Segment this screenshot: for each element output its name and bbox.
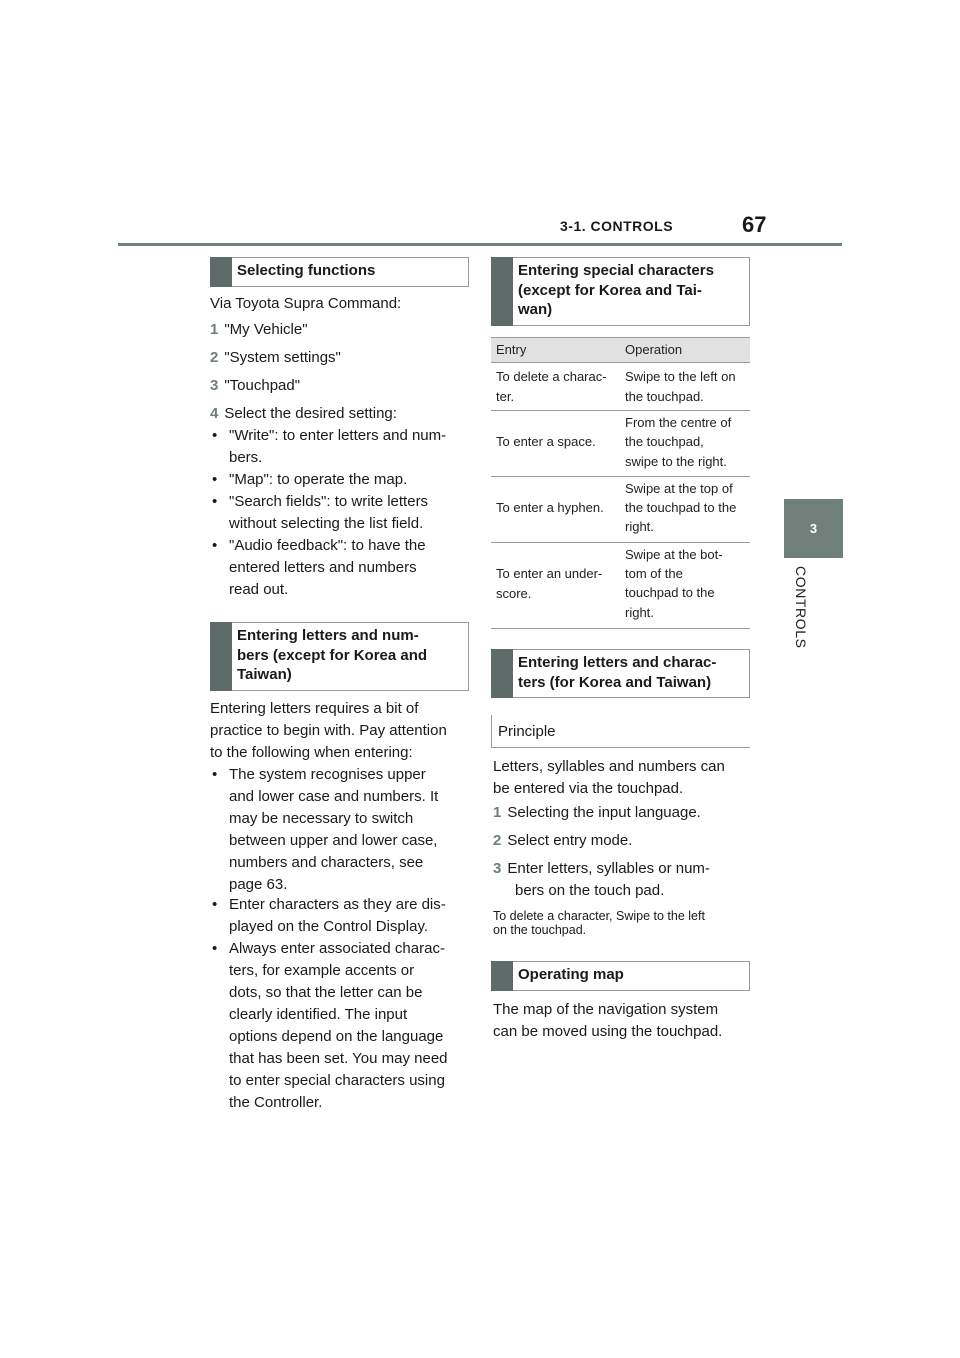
table-header-operation: Operation <box>625 342 683 357</box>
tip-1-l4: between upper and lower case, <box>229 832 438 849</box>
table-cell: ter. <box>496 389 515 404</box>
heading-operating-map <box>491 961 750 991</box>
note-line: To delete a character, Swipe to the left <box>493 909 705 923</box>
step-text: Enter letters, syllables or num- <box>507 860 710 877</box>
step-3 <box>493 858 710 880</box>
table-row-divider <box>491 542 750 543</box>
step-text: Select entry mode. <box>507 832 633 849</box>
tip-3-l2: ters, for example accents or <box>229 962 415 979</box>
tip-1-l2: and lower case and numbers. It <box>229 788 439 805</box>
heading-text: Selecting functions <box>237 262 376 279</box>
setting-search-l1: "Search fields": to write letters <box>229 493 429 510</box>
step-number: 2 <box>210 349 219 366</box>
tip-1-l3: may be necessary to switch <box>229 810 414 827</box>
table-cell: swipe to the right. <box>625 454 727 469</box>
table-bottom-rule <box>491 628 750 629</box>
chapter-tab: 3 <box>784 499 843 558</box>
table-cell: the touchpad to the <box>625 500 737 515</box>
bullet-dot: • <box>212 537 218 554</box>
header-rule <box>118 243 842 246</box>
setting-map: "Map": to operate the map. <box>229 471 408 488</box>
step-text: "My Vehicle" <box>224 321 308 338</box>
tip-3-l4: clearly identified. The input <box>229 1006 408 1023</box>
principle-label: Principle <box>498 723 556 740</box>
tip-2-l2: played on the Control Display. <box>229 918 428 935</box>
tip-2-l1: Enter characters as they are dis- <box>229 896 446 913</box>
para-line: can be moved using the touchpad. <box>493 1023 723 1040</box>
heading-bar <box>491 649 513 698</box>
bullet-dot: • <box>212 427 218 444</box>
table-cell: tom of the <box>625 566 683 581</box>
heading-line: ters (for Korea and Taiwan) <box>518 673 712 691</box>
heading-bar <box>210 257 232 287</box>
heading-entering-letters <box>210 622 469 691</box>
step-number: 3 <box>210 377 219 394</box>
table-header-entry: Entry <box>496 342 527 357</box>
table-cell: From the centre of <box>625 415 732 430</box>
table-row-divider <box>491 476 750 477</box>
tip-3-l3: dots, so that the letter can be <box>229 984 423 1001</box>
heading-text <box>518 261 743 320</box>
intro-text: Via Toyota Supra Command: <box>210 295 402 312</box>
heading-line: wan) <box>518 301 553 318</box>
table-cell: Swipe at the top of <box>625 481 733 496</box>
tip-1-l1: The system recognises upper <box>229 766 426 783</box>
setting-write-l2: bers. <box>229 449 263 466</box>
step-1 <box>493 802 701 824</box>
table-cell: To enter a space. <box>496 434 596 449</box>
setting-search-l2: without selecting the list field. <box>229 515 424 532</box>
step-1 <box>210 319 308 341</box>
step-number: 3 <box>493 860 502 877</box>
heading-line: Taiwan) <box>237 666 292 683</box>
principle-rule <box>491 747 750 748</box>
step-text: Select the desired setting: <box>224 405 397 422</box>
heading-selecting-functions <box>210 257 469 287</box>
table-cell: the touchpad, <box>625 434 704 449</box>
principle-rule-vertical <box>491 715 492 748</box>
note-line: on the touchpad. <box>493 923 587 937</box>
tip-3-l7: to enter special characters using <box>229 1072 445 1089</box>
heading-line: Entering letters and num- <box>237 627 419 644</box>
step-number: 1 <box>493 804 502 821</box>
heading-bar <box>491 961 513 991</box>
tip-3-l8: the Controller. <box>229 1094 323 1111</box>
setting-audio-l1: "Audio feedback": to have the <box>229 537 426 554</box>
heading-line: (except for Korea and Tai- <box>518 281 702 299</box>
table-cell: To enter an under- <box>496 566 603 581</box>
step-text: "Touchpad" <box>224 377 301 394</box>
table-cell: right. <box>625 605 654 620</box>
bullet-dot: • <box>212 766 218 783</box>
heading-line: bers (except for Korea and <box>237 646 428 664</box>
step-number: 4 <box>210 405 219 422</box>
bullet-dot: • <box>212 471 218 488</box>
bullet-dot: • <box>212 940 218 957</box>
para-line: to the following when entering: <box>210 744 413 761</box>
tip-3-l5: options depend on the language <box>229 1028 444 1045</box>
step-3-l2: bers on the touch pad. <box>515 882 665 899</box>
bullet-dot: • <box>212 896 218 913</box>
step-4 <box>210 403 397 425</box>
heading-bar <box>210 622 232 691</box>
table-cell: score. <box>496 586 532 601</box>
table-cell: touchpad to the <box>625 585 715 600</box>
setting-audio-l2: entered letters and numbers <box>229 559 417 576</box>
heading-line: Entering letters and charac- <box>518 654 717 671</box>
chapter-label: CONTROLS <box>793 566 809 649</box>
heading-text <box>237 626 462 685</box>
step-2 <box>210 347 341 369</box>
tip-1-l5: numbers and characters, see <box>229 854 424 871</box>
para-line: Entering letters requires a bit of <box>210 700 419 717</box>
heading-line: Entering special characters <box>518 262 714 279</box>
tip-3-l6: that has been set. You may need <box>229 1050 448 1067</box>
heading-text: Operating map <box>518 966 624 983</box>
tip-3-l1: Always enter associated charac- <box>229 940 445 957</box>
step-number: 1 <box>210 321 219 338</box>
setting-audio-l3: read out. <box>229 581 289 598</box>
tip-1-l6[interactable]: page 63. <box>229 876 288 893</box>
bullet-dot: • <box>212 493 218 510</box>
step-2 <box>493 830 632 852</box>
table-header <box>491 337 750 363</box>
para-line: The map of the navigation system <box>493 1001 719 1018</box>
table-cell: To enter a hyphen. <box>496 500 604 515</box>
heading-text <box>518 653 743 692</box>
para-line: practice to begin with. Pay attention <box>210 722 447 739</box>
table-cell: the touchpad. <box>625 389 704 404</box>
step-number: 2 <box>493 832 502 849</box>
section-title: 3-1. CONTROLS <box>560 218 674 234</box>
para-line: be entered via the touchpad. <box>493 780 684 797</box>
step-text: "System settings" <box>224 349 341 366</box>
step-3 <box>210 375 300 397</box>
page-number: 67 <box>742 212 767 237</box>
setting-write-l1: "Write": to enter letters and num- <box>229 427 447 444</box>
table-cell: right. <box>625 519 654 534</box>
table-cell: Swipe to the left on <box>625 369 736 384</box>
table-row-divider <box>491 410 750 411</box>
table-cell: Swipe at the bot- <box>625 547 723 562</box>
heading-bar <box>491 257 513 326</box>
step-text: Selecting the input language. <box>507 804 701 821</box>
heading-korea-taiwan <box>491 649 750 698</box>
table-cell: To delete a charac- <box>496 369 607 384</box>
heading-special-characters <box>491 257 750 326</box>
para-line: Letters, syllables and numbers can <box>493 758 725 775</box>
